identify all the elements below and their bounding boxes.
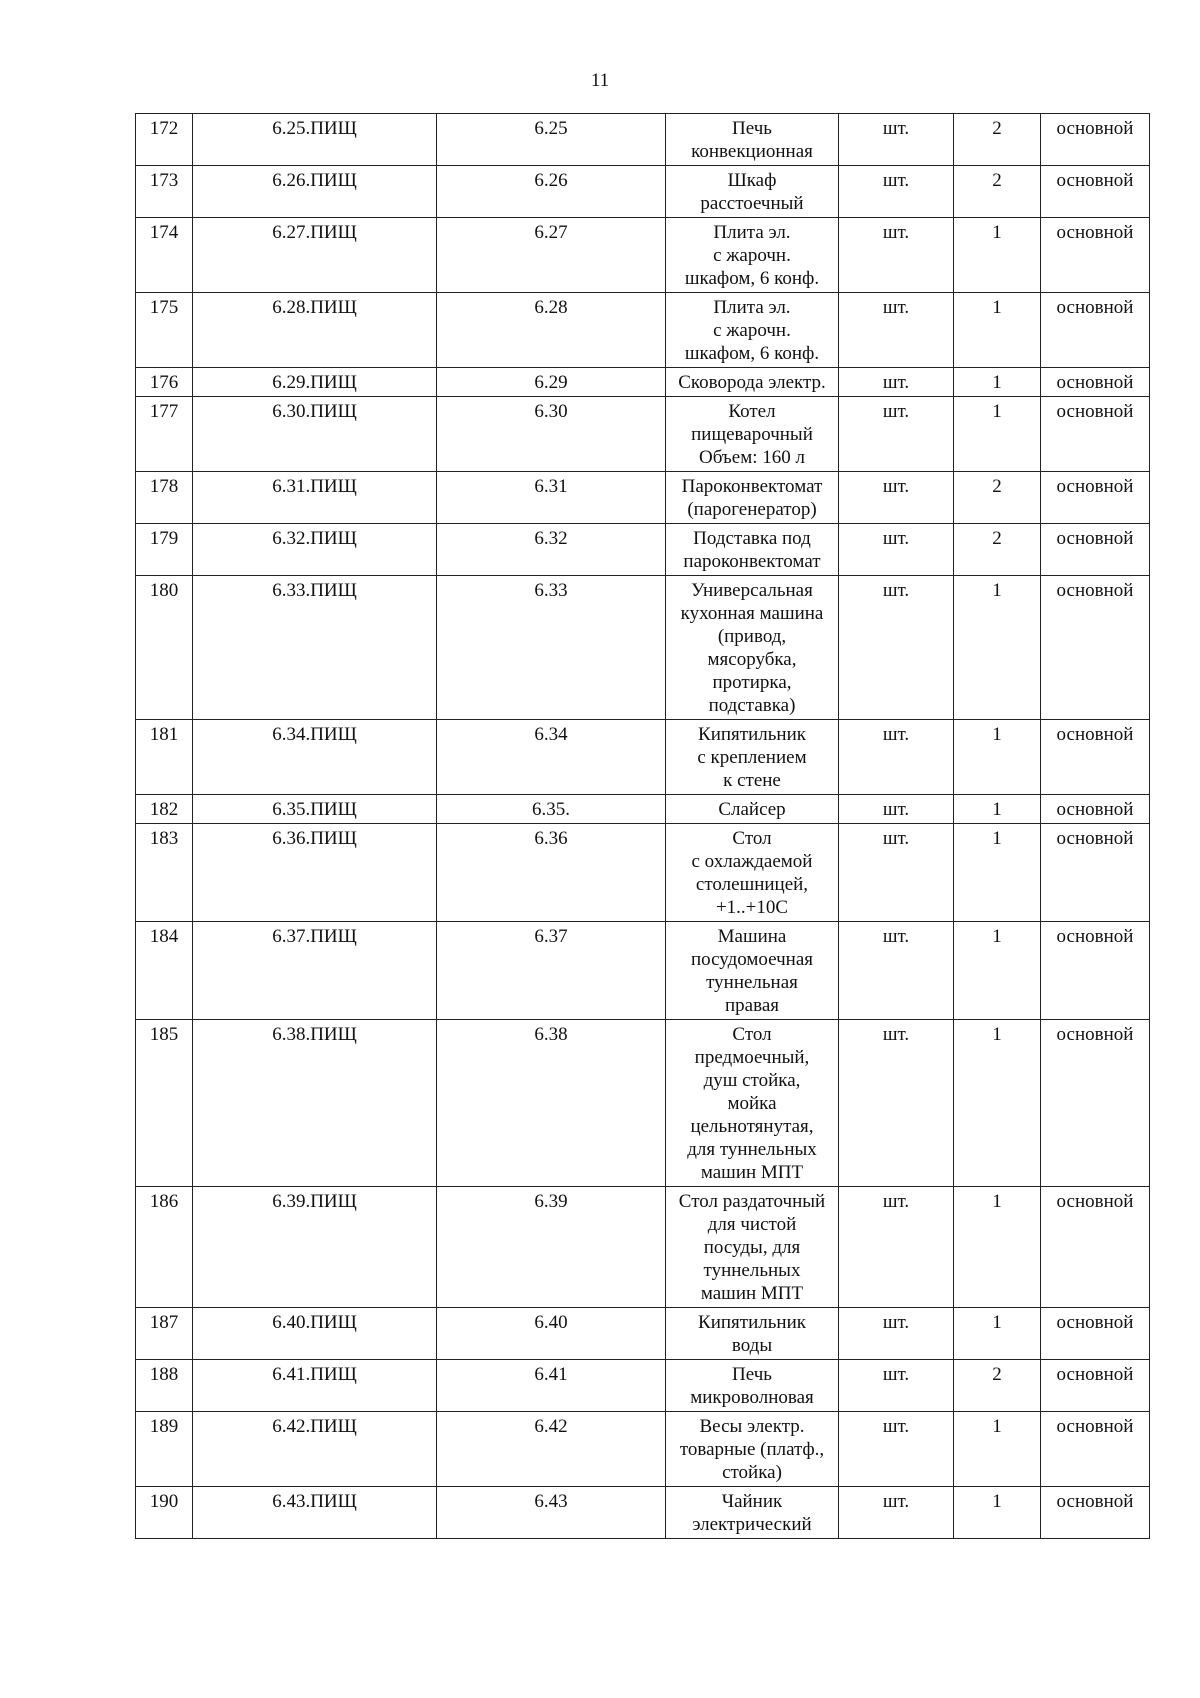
unit-cell: шт. [839, 1308, 954, 1360]
table-row [136, 1020, 1150, 1187]
equipment-type-cell: основной [1041, 368, 1150, 397]
equipment-code-cell: 6.34.ПИЩ [193, 720, 437, 795]
equipment-code-cell: 6.28.ПИЩ [193, 293, 437, 368]
quantity-cell: 1 [954, 1020, 1041, 1187]
position-cell: 6.31 [437, 472, 666, 524]
equipment-type-cell: основной [1041, 1308, 1150, 1360]
equipment-name-cell: Подставка под пароконвектомат [666, 524, 839, 576]
equipment-name-cell: Универсальная кухонная машина (привод, мясорубка, протирка, подставка) [666, 576, 839, 720]
position-cell: 6.35. [437, 795, 666, 824]
row-number-cell: 173 [136, 166, 193, 218]
equipment-name-cell: Машина посудомоечная туннельная правая [666, 922, 839, 1020]
row-number-cell: 179 [136, 524, 193, 576]
position-cell: 6.26 [437, 166, 666, 218]
unit-cell: шт. [839, 368, 954, 397]
equipment-name-cell: Слайсер [666, 795, 839, 824]
row-number-cell: 188 [136, 1360, 193, 1412]
unit-cell: шт. [839, 472, 954, 524]
table-row [136, 1308, 1150, 1360]
equipment-code-cell: 6.30.ПИЩ [193, 397, 437, 472]
position-cell: 6.41 [437, 1360, 666, 1412]
row-number-cell: 180 [136, 576, 193, 720]
equipment-type-cell: основной [1041, 1412, 1150, 1487]
row-number-cell: 177 [136, 397, 193, 472]
equipment-name-cell: Пароконвектомат (парогенератор) [666, 472, 839, 524]
equipment-type-cell: основной [1041, 114, 1150, 166]
quantity-cell: 1 [954, 293, 1041, 368]
equipment-code-cell: 6.39.ПИЩ [193, 1187, 437, 1308]
equipment-name-cell: Плита эл. с жарочн. шкафом, 6 конф. [666, 218, 839, 293]
position-cell: 6.27 [437, 218, 666, 293]
quantity-cell: 1 [954, 1412, 1041, 1487]
position-cell: 6.36 [437, 824, 666, 922]
equipment-type-cell: основной [1041, 472, 1150, 524]
equipment-code-cell: 6.27.ПИЩ [193, 218, 437, 293]
equipment-name-cell: Кипятильник воды [666, 1308, 839, 1360]
unit-cell: шт. [839, 576, 954, 720]
equipment-type-cell: основной [1041, 397, 1150, 472]
position-cell: 6.30 [437, 397, 666, 472]
equipment-name-cell: Плита эл. с жарочн. шкафом, 6 конф. [666, 293, 839, 368]
table-row [136, 1360, 1150, 1412]
equipment-code-cell: 6.43.ПИЩ [193, 1487, 437, 1539]
quantity-cell: 1 [954, 576, 1041, 720]
equipment-code-cell: 6.40.ПИЩ [193, 1308, 437, 1360]
table-row [136, 166, 1150, 218]
equipment-type-cell: основной [1041, 922, 1150, 1020]
equipment-code-cell: 6.37.ПИЩ [193, 922, 437, 1020]
unit-cell: шт. [839, 1487, 954, 1539]
unit-cell: шт. [839, 824, 954, 922]
equipment-type-cell: основной [1041, 576, 1150, 720]
quantity-cell: 1 [954, 795, 1041, 824]
unit-cell: шт. [839, 397, 954, 472]
row-number-cell: 189 [136, 1412, 193, 1487]
equipment-name-cell: Котел пищеварочный Объем: 160 л [666, 397, 839, 472]
row-number-cell: 183 [136, 824, 193, 922]
quantity-cell: 1 [954, 922, 1041, 1020]
quantity-cell: 1 [954, 1487, 1041, 1539]
position-cell: 6.29 [437, 368, 666, 397]
table-row [136, 368, 1150, 397]
table-row [136, 524, 1150, 576]
equipment-type-cell: основной [1041, 720, 1150, 795]
equipment-code-cell: 6.29.ПИЩ [193, 368, 437, 397]
quantity-cell: 2 [954, 166, 1041, 218]
unit-cell: шт. [839, 720, 954, 795]
equipment-type-cell: основной [1041, 795, 1150, 824]
position-cell: 6.33 [437, 576, 666, 720]
equipment-name-cell: Шкаф расстоечный [666, 166, 839, 218]
position-cell: 6.25 [437, 114, 666, 166]
row-number-cell: 178 [136, 472, 193, 524]
quantity-cell: 1 [954, 1308, 1041, 1360]
equipment-type-cell: основной [1041, 1487, 1150, 1539]
table-row [136, 114, 1150, 166]
equipment-type-cell: основной [1041, 218, 1150, 293]
row-number-cell: 174 [136, 218, 193, 293]
position-cell: 6.38 [437, 1020, 666, 1187]
unit-cell: шт. [839, 524, 954, 576]
table-row [136, 720, 1150, 795]
equipment-type-cell: основной [1041, 293, 1150, 368]
equipment-type-cell: основной [1041, 166, 1150, 218]
row-number-cell: 176 [136, 368, 193, 397]
quantity-cell: 1 [954, 720, 1041, 795]
table-row [136, 1187, 1150, 1308]
equipment-name-cell: Стол предмоечный, душ стойка, мойка цельнотянутая, для туннельных машин МПТ [666, 1020, 839, 1187]
equipment-code-cell: 6.25.ПИЩ [193, 114, 437, 166]
unit-cell: шт. [839, 218, 954, 293]
equipment-code-cell: 6.33.ПИЩ [193, 576, 437, 720]
unit-cell: шт. [839, 293, 954, 368]
equipment-type-cell: основной [1041, 1020, 1150, 1187]
table-row [136, 293, 1150, 368]
quantity-cell: 2 [954, 472, 1041, 524]
equipment-type-cell: основной [1041, 1187, 1150, 1308]
row-number-cell: 187 [136, 1308, 193, 1360]
position-cell: 6.28 [437, 293, 666, 368]
unit-cell: шт. [839, 795, 954, 824]
equipment-code-cell: 6.35.ПИЩ [193, 795, 437, 824]
position-cell: 6.42 [437, 1412, 666, 1487]
row-number-cell: 175 [136, 293, 193, 368]
table-row [136, 472, 1150, 524]
equipment-name-cell: Печь микроволновая [666, 1360, 839, 1412]
row-number-cell: 181 [136, 720, 193, 795]
unit-cell: шт. [839, 166, 954, 218]
table-row [136, 824, 1150, 922]
page-number: 11 [590, 70, 610, 91]
equipment-code-cell: 6.32.ПИЩ [193, 524, 437, 576]
quantity-cell: 2 [954, 1360, 1041, 1412]
row-number-cell: 184 [136, 922, 193, 1020]
quantity-cell: 2 [954, 524, 1041, 576]
equipment-code-cell: 6.41.ПИЩ [193, 1360, 437, 1412]
position-cell: 6.43 [437, 1487, 666, 1539]
unit-cell: шт. [839, 114, 954, 166]
equipment-name-cell: Кипятильник с креплением к стене [666, 720, 839, 795]
row-number-cell: 190 [136, 1487, 193, 1539]
quantity-cell: 1 [954, 824, 1041, 922]
table-row [136, 576, 1150, 720]
equipment-table [135, 113, 1150, 1539]
unit-cell: шт. [839, 1412, 954, 1487]
equipment-code-cell: 6.42.ПИЩ [193, 1412, 437, 1487]
equipment-code-cell: 6.31.ПИЩ [193, 472, 437, 524]
row-number-cell: 186 [136, 1187, 193, 1308]
quantity-cell: 1 [954, 218, 1041, 293]
equipment-name-cell: Стол раздаточный для чистой посуды, для туннельных машин МПТ [666, 1187, 839, 1308]
position-cell: 6.32 [437, 524, 666, 576]
row-number-cell: 172 [136, 114, 193, 166]
equipment-code-cell: 6.26.ПИЩ [193, 166, 437, 218]
unit-cell: шт. [839, 1020, 954, 1187]
table-row [136, 397, 1150, 472]
unit-cell: шт. [839, 1360, 954, 1412]
table-row [136, 1412, 1150, 1487]
equipment-name-cell: Чайник электрический [666, 1487, 839, 1539]
position-cell: 6.34 [437, 720, 666, 795]
position-cell: 6.37 [437, 922, 666, 1020]
equipment-code-cell: 6.38.ПИЩ [193, 1020, 437, 1187]
unit-cell: шт. [839, 1187, 954, 1308]
table-row [136, 218, 1150, 293]
quantity-cell: 1 [954, 397, 1041, 472]
equipment-table-body [136, 114, 1150, 1539]
quantity-cell: 2 [954, 114, 1041, 166]
table-row [136, 1487, 1150, 1539]
unit-cell: шт. [839, 922, 954, 1020]
row-number-cell: 182 [136, 795, 193, 824]
table-row [136, 795, 1150, 824]
equipment-name-cell: Печь конвекционная [666, 114, 839, 166]
position-cell: 6.39 [437, 1187, 666, 1308]
equipment-type-cell: основной [1041, 1360, 1150, 1412]
row-number-cell: 185 [136, 1020, 193, 1187]
equipment-type-cell: основной [1041, 824, 1150, 922]
quantity-cell: 1 [954, 368, 1041, 397]
equipment-type-cell: основной [1041, 524, 1150, 576]
equipment-name-cell: Стол с охлаждаемой столешницей, +1..+10С [666, 824, 839, 922]
table-row [136, 922, 1150, 1020]
equipment-name-cell: Весы электр. товарные (платф., стойка) [666, 1412, 839, 1487]
equipment-code-cell: 6.36.ПИЩ [193, 824, 437, 922]
position-cell: 6.40 [437, 1308, 666, 1360]
equipment-name-cell: Сковорода электр. [666, 368, 839, 397]
quantity-cell: 1 [954, 1187, 1041, 1308]
